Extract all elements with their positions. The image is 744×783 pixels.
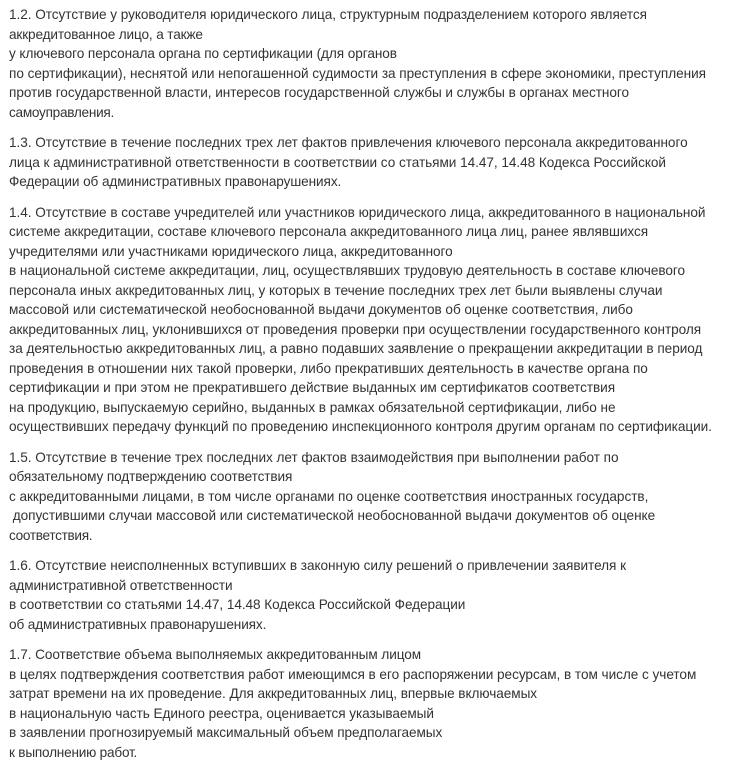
text-line: в целях подтверждения соответствия работ имеющимся в его распоряжении ресурсам, в том числе с учетом [9, 666, 697, 682]
text-line: в заявлении прогнозируемый максимальный объем предполагаемых [9, 725, 443, 740]
text-line: 1.2. Отсутствие у руководителя юридического лица, структурным подразделением которого является [9, 7, 647, 22]
text-line: допустившими случаи массовой или систематической необоснованной выдачи документов об оценке [9, 508, 656, 523]
paragraph-1-7 [9, 645, 744, 762]
text-line: лица к административной ответственности в соответствии со статьями 14.47, 14.48 Кодекса Российской [9, 154, 666, 170]
text-line: 1.4. Отсутствие в составе учредителей или участников юридического лица, аккредитованного в национальной [9, 204, 706, 220]
text-line: Федерации об административных правонарушениях. [9, 174, 342, 189]
text-line: против государственной власти, интересов государственной службы и службы в органах местного [9, 85, 630, 100]
text-line: обязательному подтверждению соответствия [9, 469, 293, 484]
text-line: в национальной системе аккредитации, лиц, осуществлявших трудовую деятельность в составе ключевого [9, 263, 686, 278]
text-line: к выполнению работ. [9, 744, 138, 760]
paragraph-1-3 [9, 133, 744, 192]
paragraph-1-2 [9, 5, 744, 122]
text-line: в соответствии со статьями 14.47, 14.48 Кодекса Российской Федерации [9, 597, 466, 612]
text-line: аккредитованное лицо, а также [9, 26, 203, 42]
text-line: персонала иных аккредитованных лиц, у которых в течение последних трех лет были выявлены случаи [9, 282, 663, 298]
text-line: аккредитованных лиц, уклонившихся от проведения проверки при осуществлении государственного контроля [9, 321, 702, 337]
text-line: учредителями или участниками юридического лица, аккредитованного [9, 243, 453, 259]
text-line: в национальную часть Единого реестра, оценивается указываемый [9, 705, 434, 721]
text-line: соответствия. [9, 527, 93, 543]
text-line: системе аккредитации, составе ключевого персонала аккредитованного лица лиц, ранее являвшихся [9, 224, 649, 239]
text-line: у ключевого персонала органа по сертификации (для органов [9, 46, 397, 61]
text-line: 1.3. Отсутствие в течение последних трех лет фактов привлечения ключевого персонала аккредитованного [9, 135, 688, 150]
text-line: с аккредитованными лицами, в том числе органами по оценке соответствия иностранных государств, [9, 488, 649, 504]
text-line: сертификации и при этом не прекратившего действие выданных им сертификатов соответствия [9, 380, 616, 395]
text-line: 1.5. Отсутствие в течение трех последних лет фактов взаимодействия при выполнении работ по [9, 449, 619, 465]
text-line: проведения в отношении них такой проверки, либо прекративших деятельность в качестве органа по [9, 360, 648, 376]
text-line: 1.7. Соответствие объема выполняемых аккредитованным лицом [9, 647, 422, 662]
paragraph-1-4 [9, 203, 744, 437]
paragraph-1-5 [9, 448, 744, 546]
text-line: на продукцию, выпускаемую серийно, выданных в рамках обязательной сертификации, либо не [9, 399, 616, 415]
text-line: об административных правонарушениях. [9, 616, 267, 632]
text-line: массовой или систематической необоснованной выдачи документов об оценке соответствия, либо [9, 302, 633, 317]
text-line: затрат времени на их проведение. Для аккредитованных лиц, впервые включаемых [9, 686, 538, 701]
text-line: административной ответственности [9, 577, 233, 593]
paragraph-1-6 [9, 556, 744, 634]
text-line: самоуправления. [9, 104, 115, 120]
text-line: 1.6. Отсутствие неисполненных вступивших в законную силу решений о привлечении заявителя к [9, 558, 626, 573]
text-line: осуществивших передачу функций по проведению инспекционного контроля другим органам по сертификации. [9, 419, 712, 434]
text-line: по сертификации), неснятой или непогашенной судимости за преступления в сфере экономики, преступления [9, 65, 706, 81]
text-line: за деятельностью аккредитованных лиц, а равно подавших заявление о прекращении аккредитации в период [9, 341, 703, 356]
